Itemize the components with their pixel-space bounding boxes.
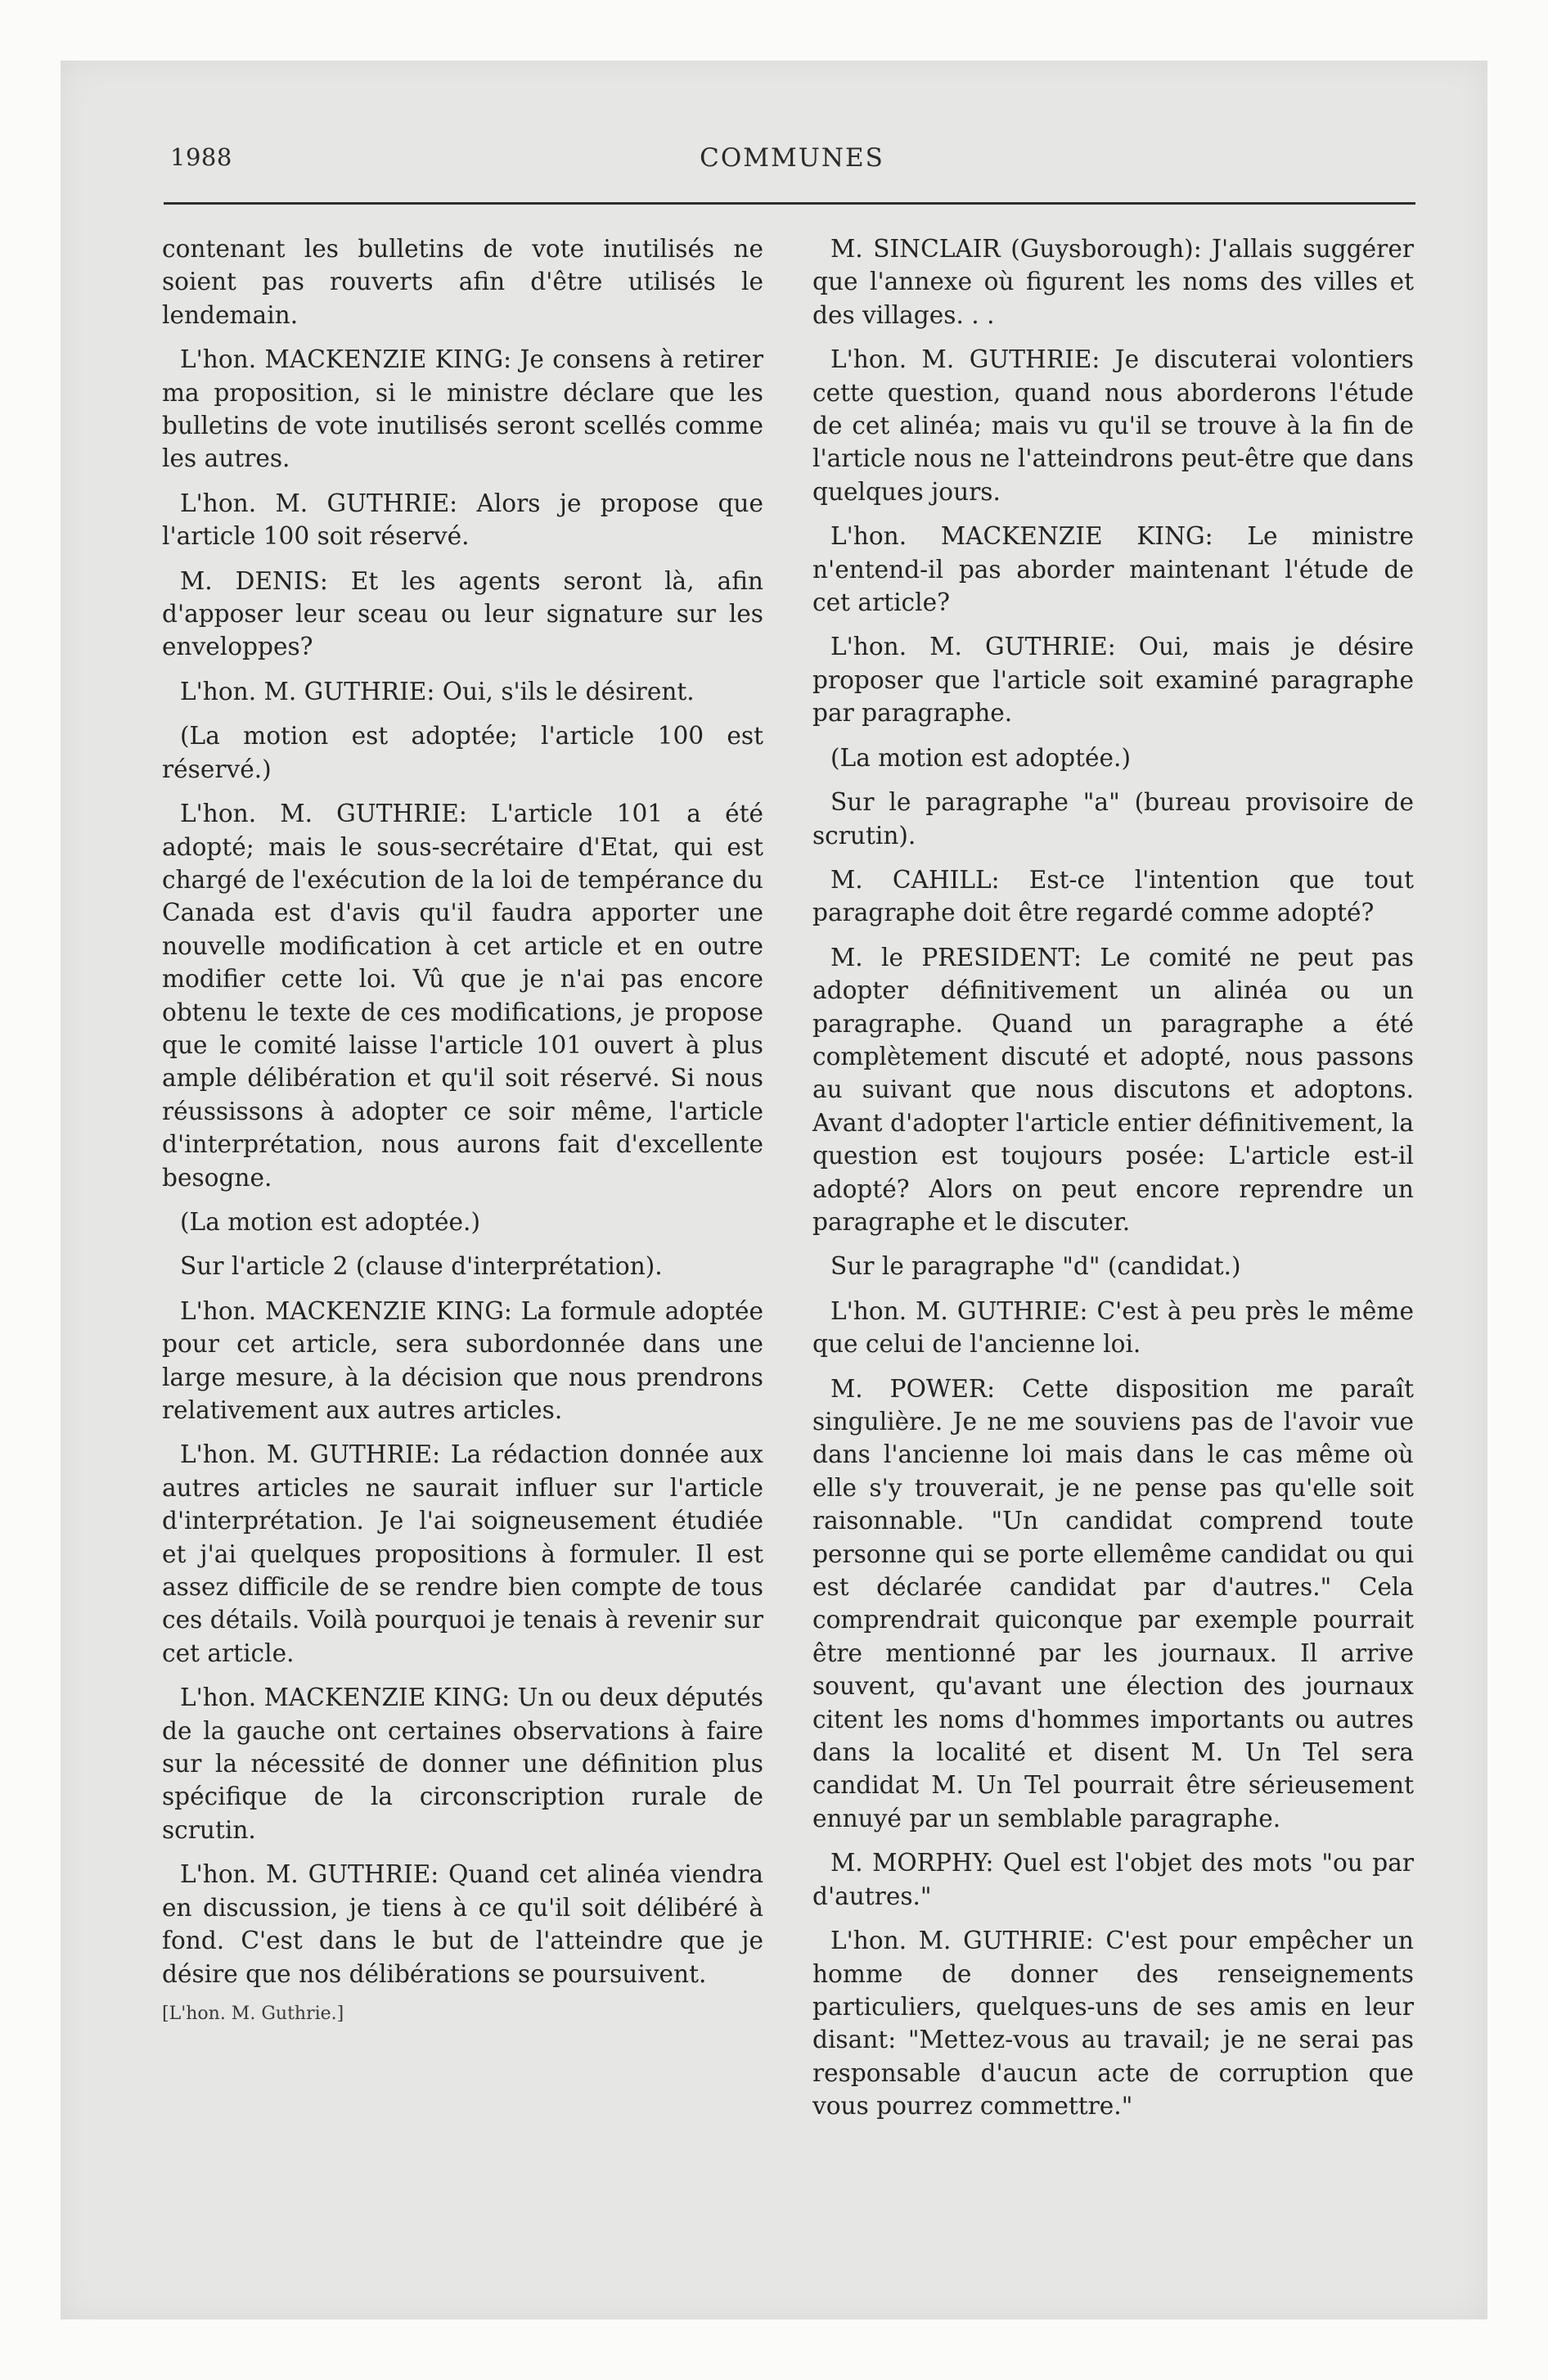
page-header	[170, 143, 1414, 186]
header-rule	[164, 202, 1415, 205]
right-column	[812, 232, 1414, 2134]
paragraph: M. CAHILL: Est-ce l'intention que tout paragraphe doit être regardé comme adopté?	[812, 865, 1414, 927]
paragraph: contenant les bulletins de vote inutilisés ne soient pas rouverts afin d'être utilisés le lendemain.	[162, 235, 763, 329]
paragraph: (La motion est adoptée.)	[180, 1207, 480, 1236]
paragraph: L'hon. M. GUTHRIE: Oui, s'ils le désirent.	[180, 677, 695, 705]
paragraph: L'hon. MACKENZIE KING: Le ministre n'entend-il pas aborder maintenant l'étude de cet article?	[812, 522, 1414, 617]
paragraph: (La motion est adoptée; l'article 100 est réservé.)	[162, 722, 763, 783]
paragraph: L'hon. MACKENZIE KING: Je consens à retirer ma proposition, si le ministre déclare que les bulletins de vote inutilisés seront scellés comme les autres.	[162, 345, 763, 473]
paragraph: L'hon. M. GUTHRIE: C'est à peu près le même que celui de l'ancienne loi.	[812, 1296, 1414, 1359]
page-number: 1988	[170, 143, 232, 171]
paragraph: M. MORPHY: Quel est l'objet des mots "ou par d'autres."	[812, 1849, 1414, 1910]
paragraph: L'hon. M. GUTHRIE: L'article 101 a été adopté; mais le sous-secrétaire d'Etat, qui est chargé de l'exécution de la loi de tempérance du Canada est d'avis qu'il faudra apporter une nouvelle modification à cet article et en outre modifier cette loi. Vû que je n'ai pas encore obtenu le texte de ces modifications, je propose que le comité laisse l'article 101 ouvert à plus ample délibération et qu'il soit réservé. Si nous réussissons à adopter ce soir même, l'article d'interprétation, nous aurons fait d'excellente besogne.	[162, 800, 763, 1192]
paragraph: L'hon. M. GUTHRIE: Quand cet alinéa viendra en discussion, je tiens à ce qu'il soit délibéré à fond. C'est dans le but de l'atteindre que je désire que nos délibérations se poursuivent.	[162, 1860, 763, 1988]
paragraph: L'hon. M. GUTHRIE: Oui, mais je désire proposer que l'article soit examiné paragraphe par paragraphe.	[812, 633, 1414, 728]
paragraph: Sur le paragraphe "a" (bureau provisoire de scrutin).	[812, 788, 1414, 850]
paragraph: M. DENIS: Et les agents seront là, afin d'apposer leur sceau ou leur signature sur les enveloppes?	[162, 566, 763, 661]
paragraph: (La motion est adoptée.)	[830, 743, 1131, 772]
speaker-footnote: [L'hon. M. Guthrie.]	[162, 2003, 344, 2024]
paragraph: L'hon. M. GUTHRIE: C'est pour empêcher un homme de donner des renseignements particuliers, quelques-uns de ses amis en leur disant: "Mettez-vous au travail; je ne serai pas responsable d'aucun acte de corruption que vous pourrez commettre."	[812, 1927, 1414, 2121]
paragraph: M. le PRESIDENT: Le comité ne peut pas adopter définitivement un alinéa ou un paragraphe. Quand un paragraphe a été complètement discuté et adopté, nous passons au suivant que nous discutons et adoptons. Avant d'adopter l'article entier définitivement, la question est toujours posée: L'article est-il adopté? Alors on peut encore reprendre un paragraphe et le discuter.	[812, 943, 1414, 1236]
paragraph: M. SINCLAIR (Guysborough): J'allais suggérer que l'annexe où figurent les noms des villes et des villages. . .	[812, 235, 1414, 329]
paragraph: L'hon. M. GUTHRIE: La rédaction donnée aux autres articles ne saurait influer sur l'article d'interprétation. Je l'ai soigneusement étudiée et j'ai quelques propositions à formuler. Il est assez difficile de se rendre bien compte de tous ces détails. Voilà pourquoi je tenais à revenir sur cet article.	[162, 1440, 763, 1667]
paragraph: Sur le paragraphe "d" (candidat.)	[830, 1252, 1241, 1281]
paragraph: L'hon. MACKENZIE KING: La formule adoptée pour cet article, sera subordonnée dans une large mesure, à la décision que nous prendrons relativement aux autres articles.	[162, 1296, 763, 1424]
running-title: COMMUNES	[700, 143, 884, 173]
left-column	[162, 232, 763, 2026]
paragraph: Sur l'article 2 (clause d'interprétation).	[180, 1252, 663, 1281]
paragraph: L'hon. M. GUTHRIE: Je discuterai volontiers cette question, quand nous aborderons l'étude de cet alinéa; mais vu qu'il se trouve à la fin de l'article nous ne l'atteindrons peut-être que dans quelques jours.	[812, 345, 1414, 506]
paragraph: L'hon. M. GUTHRIE: Alors je propose que l'article 100 soit réservé.	[162, 489, 763, 551]
paragraph: M. POWER: Cette disposition me paraît singulière. Je ne me souviens pas de l'avoir vue dans l'ancienne loi mais dans le cas même où elle s'y trouverait, je ne pense pas qu'elle soit raisonnable. "Un candidat comprend toute personne qui se porte ellemême candidat ou qui est déclarée candidat par d'autres." Cela comprendrait quiconque par exemple pourrait être mentionné par les journaux. Il arrive souvent, qu'avant une élection des journaux citent les noms d'hommes importants ou autres dans la localité et disent M. Un Tel sera candidat M. Un Tel pourrait être sérieusement ennuyé par un semblable paragraphe.	[812, 1374, 1414, 1832]
paragraph: L'hon. MACKENZIE KING: Un ou deux députés de la gauche ont certaines observations à faire sur la nécessité de donner une définition plus spécifique de la circonscription rurale de scrutin.	[162, 1684, 763, 1844]
